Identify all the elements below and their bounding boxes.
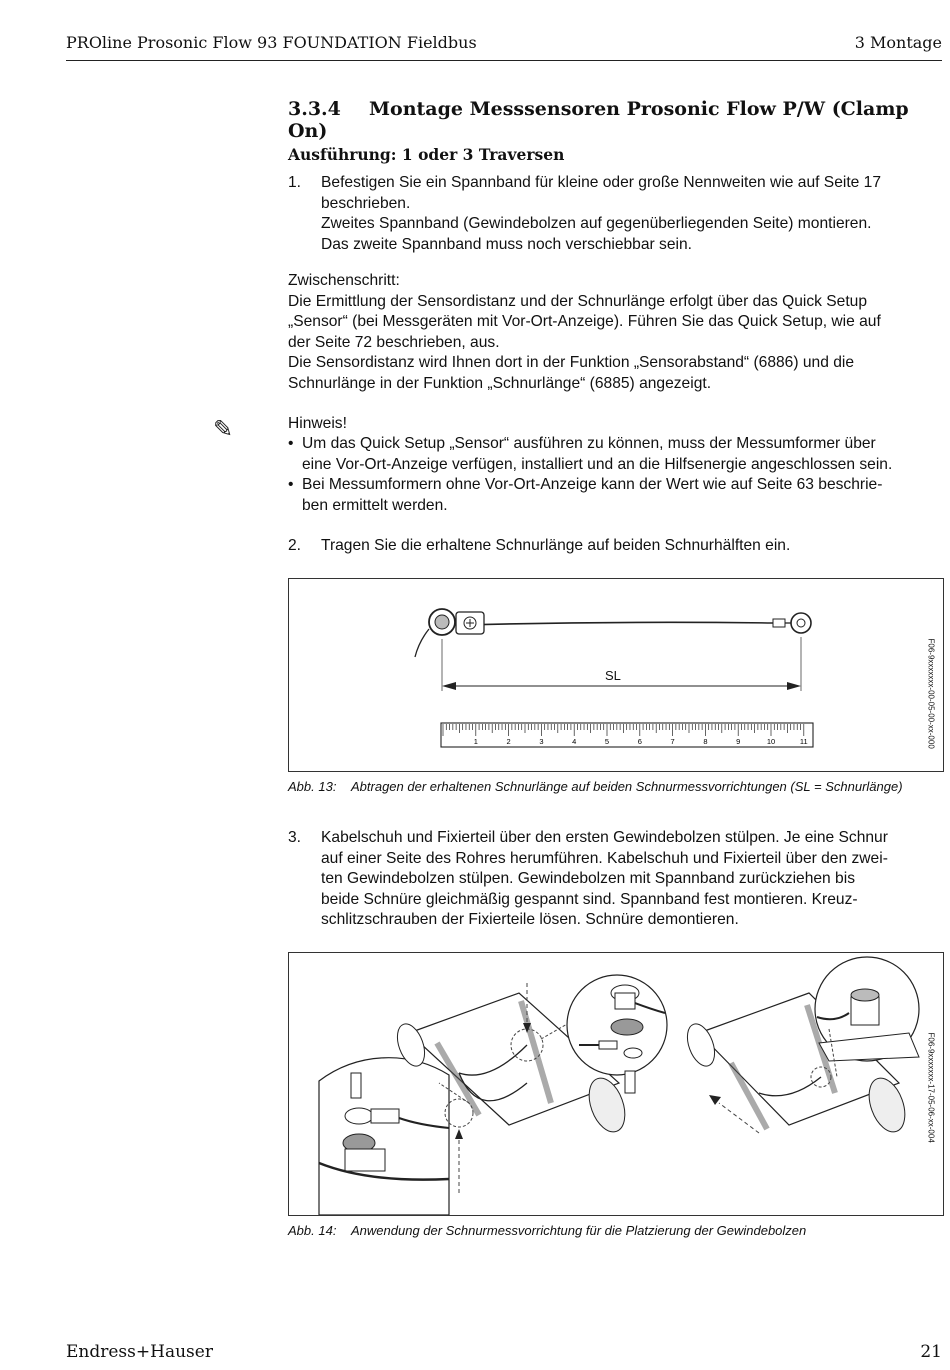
step1-line: beschrieben. xyxy=(321,194,411,212)
figure-13-code: F06-9xxxxxxx-00-05-00-xx-000 xyxy=(926,638,936,749)
figure-13-caption xyxy=(288,779,903,794)
bullet-marker: • xyxy=(288,435,294,452)
running-header-chapter: 3 Montage xyxy=(854,33,942,52)
figure-14 xyxy=(288,952,944,1216)
ruler-number: 9 xyxy=(736,737,741,746)
step1-line: Das zweite Spannband muss noch verschiebbar sein. xyxy=(321,235,692,253)
figure-13-caption-text: Abtragen der erhaltenen Schnurlänge auf beiden Schnurmessvorrichtungen (SL = Schnurlänge) xyxy=(351,779,903,794)
figure-14-caption-text: Anwendung der Schnurmessvorrichtung für die Platzierung der Gewindebolzen xyxy=(351,1223,807,1238)
bullet-marker: • xyxy=(288,476,294,493)
step3-text xyxy=(321,828,946,931)
note-bullet-line: Bei Messumformern ohne Vor-Ort-Anzeige kann der Wert wie auf Seite 63 beschrie- xyxy=(302,476,883,493)
note-bullet-line: ben ermittelt werden. xyxy=(302,496,448,514)
intermediate-line: Zwischenschritt: xyxy=(288,272,400,289)
note-bullet-2 xyxy=(302,475,947,516)
figure-13 xyxy=(288,578,944,772)
ruler-number: 11 xyxy=(799,737,808,746)
section-number: 3.3.4 xyxy=(288,98,341,120)
step3-line: Kabelschuh und Fixierteil über den ersten Gewindebolzen stülpen. Je eine Schnur xyxy=(321,829,888,846)
step3-line: ten Gewindebolzen stülpen. Gewindebolzen mit Spannband zurückziehen bis xyxy=(321,870,855,887)
step2-number: 2. xyxy=(288,537,302,554)
step3-number: 3. xyxy=(288,829,302,846)
intermediate-step xyxy=(288,271,948,394)
intermediate-line: Schnurlänge in der Funktion „Schnurlänge“ (6885) angezeigt. xyxy=(288,374,712,392)
figure-14-caption-label: Abb. 14: xyxy=(288,1223,337,1238)
ruler-number: 7 xyxy=(670,737,675,746)
intermediate-line: der Seite 72 beschrieben, aus. xyxy=(288,333,500,351)
figure-13-caption-label: Abb. 13: xyxy=(288,779,337,794)
ruler-number: 8 xyxy=(703,737,708,746)
running-header-title: PROline Prosonic Flow 93 FOUNDATION Fieldbus xyxy=(66,33,477,52)
figure-14-code: F06-9xxxxxxx-17-05-06-xx-004 xyxy=(926,1032,936,1143)
section-title: Montage Messsensoren Prosonic Flow P/W (Clamp On) xyxy=(288,98,909,142)
section-heading xyxy=(288,98,950,142)
step1-number: 1. xyxy=(288,174,302,191)
intermediate-line: Die Sensordistanz wird Ihnen dort in der Funktion „Sensorabstand“ (6886) und die xyxy=(288,354,855,371)
sl-dimension-label: SL xyxy=(605,668,621,683)
intermediate-line: „Sensor“ (bei Messgeräten mit Vor-Ort-Anzeige). Führen Sie das Quick Setup, wie auf xyxy=(288,313,881,330)
step3-line: schlitzschrauben der Fixierteile lösen. Schnüre demontieren. xyxy=(321,911,739,928)
ruler-number: 6 xyxy=(637,737,642,746)
note-bullet-line: Um das Quick Setup „Sensor“ ausführen zu können, muss der Messumformer über xyxy=(302,435,876,452)
footer-brand: Endress+Hauser xyxy=(66,1342,213,1362)
header-rule xyxy=(66,60,942,61)
section-subtitle: Ausführung: 1 oder 3 Traversen xyxy=(288,145,565,164)
pipe-mounting-illustration xyxy=(289,953,943,1215)
ruler-number: 3 xyxy=(539,737,544,746)
page-number: 21 xyxy=(920,1342,942,1362)
ruler-number: 4 xyxy=(572,737,577,746)
step3-line: beide Schnüre gleichmäßig gespannt sind. Spannband fest montieren. Kreuz- xyxy=(321,890,858,908)
figure-14-caption xyxy=(288,1223,806,1238)
note-bullet-line: eine Vor-Ort-Anzeige verfügen, installiert und an die Hilfsenergie angeschlossen sein. xyxy=(302,455,893,473)
ruler-number: 10 xyxy=(766,737,776,746)
intermediate-line: Die Ermittlung der Sensordistanz und der Schnurlänge erfolgt über das Quick Setup xyxy=(288,292,868,310)
step3-line: auf einer Seite des Rohres herumführen. Kabelschuh und Fixierteil über den zwei- xyxy=(321,849,888,867)
ruler-number: 1 xyxy=(473,737,478,746)
pencil-icon: ✎ xyxy=(213,416,234,443)
note-title: Hinweis! xyxy=(288,415,347,432)
note-bullet-1 xyxy=(302,434,947,475)
step1-text xyxy=(321,173,946,255)
step1-line: Befestigen Sie ein Spannband für kleine oder große Nennweiten wie auf Seite 17 xyxy=(321,174,882,191)
step2-text: Tragen Sie die erhaltene Schnurlänge auf beiden Schnurhälften ein. xyxy=(321,537,791,554)
step1-line: Zweites Spannband (Gewindebolzen auf gegenüberliegenden Seite) montieren. xyxy=(321,215,872,232)
ruler-number: 2 xyxy=(506,737,511,746)
ruler-number: 5 xyxy=(604,737,610,746)
